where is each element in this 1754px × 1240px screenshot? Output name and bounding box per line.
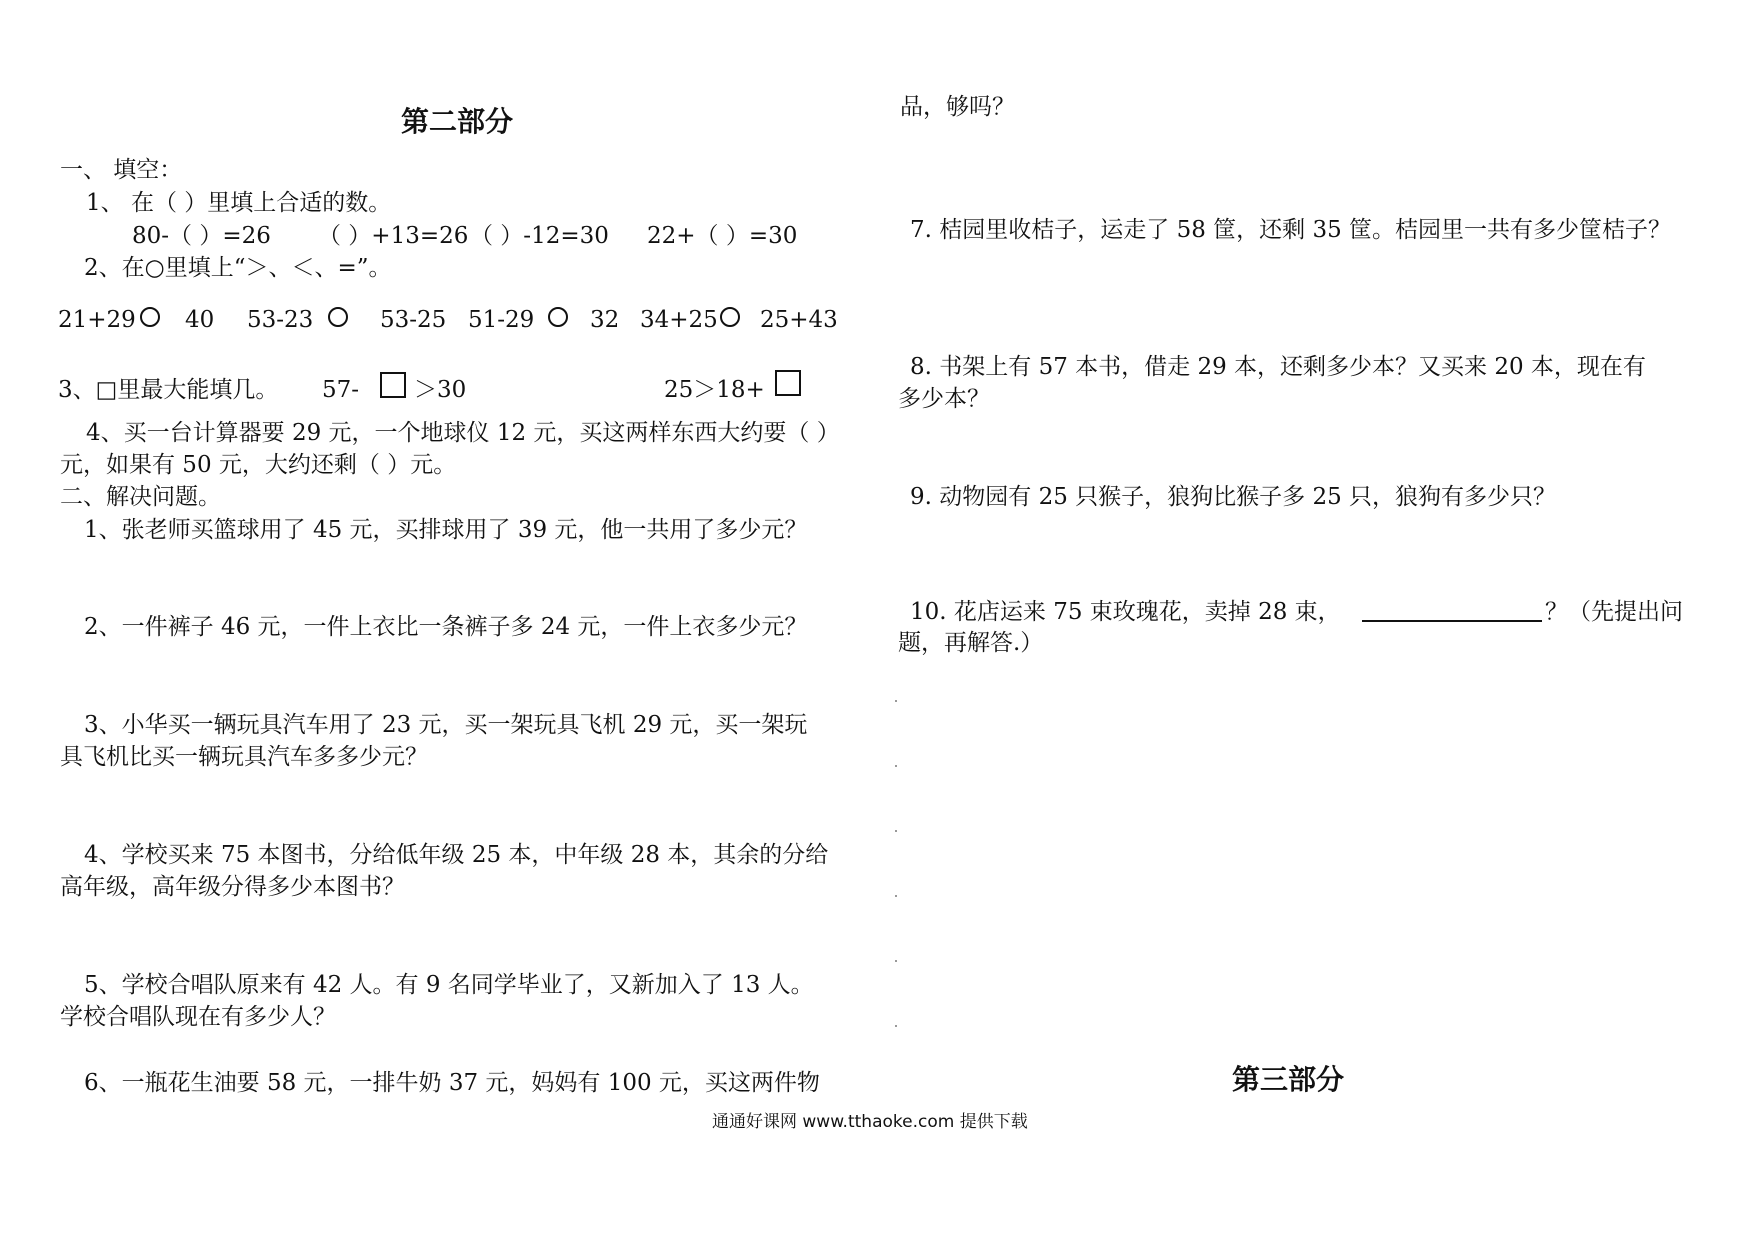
q2-left-4: 34+25 (640, 307, 718, 333)
q3-a-right: ＞30 (414, 377, 467, 403)
q4-line1: 4、买一台计算器要 29 元，一个地球仪 12 元，买这两样东西大约要（ ） (86, 420, 840, 446)
answer-box[interactable] (380, 372, 406, 398)
guide-dot (895, 960, 897, 962)
problem-5-line2: 学校合唱队现在有多少人？ (60, 1004, 336, 1030)
q2-right-2: 53-25 (380, 307, 447, 333)
compare-circle[interactable] (548, 307, 568, 327)
problem-2: 2、一件裤子 46 元，一件上衣比一条裤子多 24 元，一件上衣多少元？ (84, 614, 808, 640)
problem-8-line1: 8. 书架上有 57 本书，借走 29 本，还剩多少本？又买来 20 本，现在有 (910, 354, 1646, 380)
problem-3-line2: 具飞机比买一辆玩具汽车多多少元？ (60, 744, 428, 770)
problem-10-line2: 题，再解答.） (898, 630, 1044, 656)
q2-left-1: 21+29 (58, 307, 136, 333)
problem-7: 7. 桔园里收桔子，运走了 58 筐，还剩 35 筐。桔园里一共有多少筐桔子？ (910, 217, 1672, 243)
problem-4-line2: 高年级，高年级分得多少本图书？ (60, 874, 405, 900)
footer-credit: 通通好课网 www.tthaoke.com 提供下载 (712, 1112, 1028, 1132)
guide-dot (895, 700, 897, 702)
q1-item-1: 80-（ ）=26 (132, 223, 271, 249)
section-heading-part3: 第三部分 (1232, 1063, 1345, 1096)
section-heading-part2: 第二部分 (401, 105, 514, 138)
problem-10-suffix: ？（先提出问 (1545, 599, 1683, 625)
problem-3-line1: 3、小华买一辆玩具汽车用了 23 元，买一架玩具飞机 29 元，买一架玩 (84, 712, 808, 738)
q2-right-3: 32 (590, 307, 620, 333)
q3-label: 3、□里最大能填几。 (58, 377, 279, 403)
problem-6-line2: 品，够吗？ (900, 94, 1015, 120)
problem-5-line1: 5、学校合唱队原来有 42 人。有 9 名同学毕业了，又新加入了 13 人。 (84, 972, 814, 998)
section2-title: 二、解决问题。 (60, 484, 221, 510)
problem-9: 9. 动物园有 25 只猴子，狼狗比猴子多 25 只，狼狗有多少只？ (910, 484, 1557, 510)
compare-circle[interactable] (328, 307, 348, 327)
compare-circle[interactable] (140, 307, 160, 327)
q4-line2: 元，如果有 50 元，大约还剩（ ）元。 (60, 452, 457, 478)
problem-1: 1、张老师买篮球用了 45 元，买排球用了 39 元，他一共用了多少元？ (84, 517, 808, 543)
q2-left-3: 51-29 (468, 307, 535, 333)
compare-circle[interactable] (720, 307, 740, 327)
q1-item-4: 22+（ ）=30 (647, 223, 798, 249)
q2-right-4: 25+43 (760, 307, 838, 333)
guide-dot (895, 1025, 897, 1027)
q2-label: 2、在○里填上“＞、＜、=”。 (84, 255, 392, 281)
q3-a-left: 57- (322, 377, 360, 403)
guide-dot (895, 895, 897, 897)
q1-label: 1、 在（ ）里填上合适的数。 (86, 190, 392, 216)
q2-left-2: 53-23 (247, 307, 314, 333)
q1-item-3: （ ）-12=30 (470, 223, 609, 249)
guide-dot (895, 830, 897, 832)
q1-item-2: （ ）+13=26 (318, 223, 469, 249)
answer-box[interactable] (775, 370, 801, 396)
guide-dot (895, 765, 897, 767)
problem-6-line1: 6、一瓶花生油要 58 元，一排牛奶 37 元，妈妈有 100 元，买这两件物 (84, 1070, 820, 1096)
section1-title: 一、 填空： (60, 157, 183, 183)
problem-4-line1: 4、学校买来 75 本图书，分给低年级 25 本，中年级 28 本，其余的分给 (84, 842, 829, 868)
q3-b-left: 25＞18+ (664, 377, 765, 403)
q2-right-1: 40 (185, 307, 215, 333)
problem-10-prefix: 10. 花店运来 75 束玫瑰花，卖掉 28 束， (910, 599, 1341, 625)
problem-8-line2: 多少本？ (898, 386, 990, 412)
question-blank[interactable] (1362, 620, 1542, 622)
